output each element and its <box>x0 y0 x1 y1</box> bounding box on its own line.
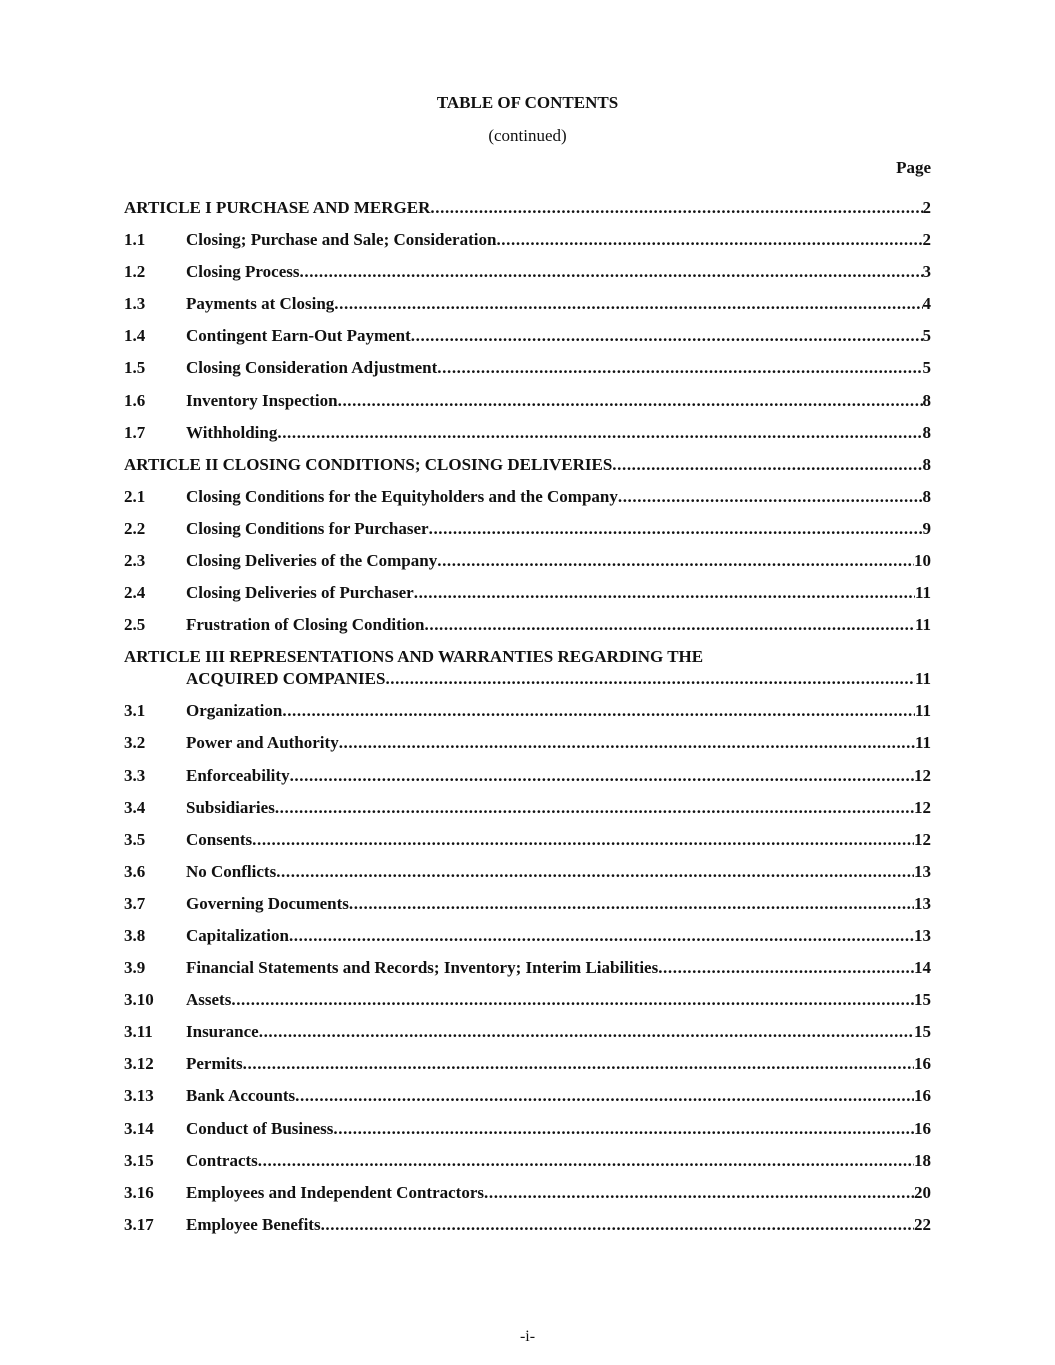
toc-entry-section[interactable] <box>124 1118 931 1140</box>
toc-page-number: 16 <box>914 1118 931 1138</box>
toc-entry-text: Closing Conditions for Purchaser <box>186 518 429 538</box>
dot-leader <box>414 582 915 604</box>
toc-section-number: 1.1 <box>124 230 146 250</box>
dot-leader <box>612 454 922 476</box>
toc-page-number: 11 <box>914 615 931 635</box>
dot-leader <box>658 957 914 979</box>
dot-leader <box>338 390 923 412</box>
toc-entry-text: Financial Statements and Records; Inventory; Interim Liabilities <box>186 958 659 978</box>
dot-leader <box>290 765 914 787</box>
toc-page-number: 3 <box>922 262 931 282</box>
toc-entry-section[interactable] <box>124 1182 931 1204</box>
toc-entry-text: Closing Deliveries of the Company <box>186 551 438 571</box>
dot-leader <box>618 486 923 508</box>
dot-leader <box>282 700 915 722</box>
toc-page-number: 8 <box>922 422 931 442</box>
toc-section-number: 3.16 <box>124 1182 154 1202</box>
toc-entry-text: Enforceability <box>186 765 290 785</box>
dot-leader <box>349 893 914 915</box>
toc-section-number: 1.5 <box>124 358 146 378</box>
dot-leader <box>437 550 914 572</box>
toc-section-number: 3.11 <box>124 1022 153 1042</box>
toc-section-number: 3.4 <box>124 797 146 817</box>
toc-entry-text: Consents <box>186 829 253 849</box>
toc-entry-section[interactable] <box>124 614 931 636</box>
toc-section-number: 3.1 <box>124 701 146 721</box>
toc-entry-section[interactable] <box>124 1085 931 1107</box>
toc-page-number: 5 <box>922 358 931 378</box>
toc-entry-text: Conduct of Business <box>186 1118 334 1138</box>
toc-entry-text: Employees and Independent Contractors <box>186 1182 484 1202</box>
toc-entry-text: Governing Documents <box>186 893 349 913</box>
toc-entry-text: ARTICLE II CLOSING CONDITIONS; CLOSING DELIVERIES <box>124 454 613 474</box>
toc-entry-section[interactable] <box>124 582 931 604</box>
toc-page-number: 12 <box>914 829 931 849</box>
toc-entry-article[interactable] <box>124 197 931 219</box>
dot-leader <box>231 989 914 1011</box>
dot-leader <box>385 668 914 690</box>
toc-page-number: 8 <box>922 486 931 506</box>
toc-entry-section[interactable] <box>124 229 931 251</box>
dot-leader <box>295 1085 914 1107</box>
dot-leader <box>411 325 923 347</box>
toc-section-number: 1.3 <box>124 294 146 314</box>
toc-page-number: 12 <box>914 797 931 817</box>
toc-entry-text: Closing Conditions for the Equityholders and the Company <box>186 486 618 506</box>
dot-leader <box>484 1182 914 1204</box>
toc-section-number: 3.9 <box>124 958 146 978</box>
toc-entry-section[interactable] <box>124 925 931 947</box>
toc-section-number: 3.7 <box>124 893 146 913</box>
toc-page-number: 11 <box>914 701 931 721</box>
dot-leader <box>333 1118 914 1140</box>
toc-section-number: 2.5 <box>124 615 146 635</box>
toc-section-number: 2.4 <box>124 583 146 603</box>
toc-entry-text-continued: ACQUIRED COMPANIES <box>186 669 386 689</box>
toc-page-number: 8 <box>922 390 931 410</box>
toc-page-number: 13 <box>914 861 931 881</box>
toc-entry-text: Power and Authority <box>186 733 339 753</box>
toc-section-number: 1.6 <box>124 390 146 410</box>
dot-leader <box>252 829 914 851</box>
toc-entry-section[interactable] <box>124 829 931 851</box>
toc-page-number: 16 <box>914 1086 931 1106</box>
toc-entry-text: Capitalization <box>186 925 289 945</box>
toc-section-number: 3.3 <box>124 765 146 785</box>
toc-entry-text: No Conflicts <box>186 861 277 881</box>
dot-leader <box>437 357 922 379</box>
footer-page-number: -i- <box>519 1328 536 1345</box>
toc-entry-section[interactable] <box>124 957 931 979</box>
toc-page-number: 5 <box>922 326 931 346</box>
toc-entry-text: Subsidiaries <box>186 797 275 817</box>
toc-page-number: 11 <box>914 583 931 603</box>
toc-page-number: 8 <box>922 454 931 474</box>
toc-entry-section[interactable] <box>124 486 931 508</box>
dot-leader <box>275 797 914 819</box>
toc-page-number: 14 <box>914 958 931 978</box>
toc-page-number: 13 <box>914 893 931 913</box>
toc-entry-text: ARTICLE III REPRESENTATIONS AND WARRANTIES REGARDING THE <box>124 647 704 667</box>
toc-page-number: 11 <box>914 669 931 689</box>
toc-section-number: 3.8 <box>124 925 146 945</box>
toc-entry-section[interactable] <box>124 293 931 315</box>
toc-entry-text: Insurance <box>186 1022 259 1042</box>
dot-leader <box>258 1150 914 1172</box>
toc-page-number: 2 <box>922 230 931 250</box>
toc-section-number: 3.6 <box>124 861 146 881</box>
toc-page-number: 20 <box>914 1182 931 1202</box>
toc-entry-section[interactable] <box>124 700 931 722</box>
page-column-header: Page <box>896 158 931 177</box>
toc-section-number: 1.7 <box>124 422 146 442</box>
toc-entry-text: Closing; Purchase and Sale; Consideration <box>186 230 497 250</box>
toc-page-number: 22 <box>914 1214 931 1234</box>
toc-page-number: 9 <box>922 518 931 538</box>
toc-entry-article[interactable] <box>124 454 931 476</box>
toc-entry-section[interactable] <box>124 1021 931 1043</box>
toc-page-number: 12 <box>914 765 931 785</box>
toc-entry-text: Employee Benefits <box>186 1214 321 1234</box>
toc-entry-section[interactable] <box>124 861 931 883</box>
toc-page-number: 13 <box>914 925 931 945</box>
toc-entry-section[interactable] <box>124 518 931 540</box>
toc-section-number: 3.12 <box>124 1054 154 1074</box>
table-of-contents <box>124 197 931 1246</box>
toc-entry-text: Assets <box>186 990 232 1010</box>
toc-section-number: 3.5 <box>124 829 146 849</box>
dot-leader <box>429 518 923 540</box>
toc-section-number: 3.13 <box>124 1086 154 1106</box>
toc-page-number: 2 <box>922 198 931 217</box>
toc-section-number: 3.17 <box>124 1214 154 1234</box>
toc-entry-section[interactable] <box>124 1150 931 1172</box>
toc-section-number: 3.15 <box>124 1150 154 1170</box>
toc-entry-text: Inventory Inspection <box>186 390 338 410</box>
toc-entry-section[interactable] <box>124 390 931 412</box>
dot-leader <box>425 614 915 636</box>
toc-entry-section[interactable] <box>124 893 931 915</box>
toc-section-number: 2.1 <box>124 486 146 506</box>
toc-entry-section[interactable] <box>124 732 931 754</box>
toc-page-number: 4 <box>922 294 931 314</box>
toc-entry-text: Bank Accounts <box>186 1086 296 1106</box>
toc-entry-article[interactable] <box>124 646 931 690</box>
toc-entry-text: Permits <box>186 1054 243 1074</box>
toc-entry-section[interactable] <box>124 1053 931 1075</box>
toc-entry-section[interactable] <box>124 765 931 787</box>
dot-leader <box>430 197 922 219</box>
page-subtitle: (continued) <box>488 126 567 145</box>
dot-leader <box>243 1053 914 1075</box>
page-title: TABLE OF CONTENTS <box>436 93 619 112</box>
toc-page-number: 18 <box>914 1150 931 1170</box>
toc-section-number: 2.3 <box>124 551 146 571</box>
toc-section-number: 3.14 <box>124 1118 154 1138</box>
toc-entry-section[interactable] <box>124 797 931 819</box>
toc-entry-text: Closing Process <box>186 262 300 282</box>
toc-page-number: 10 <box>914 551 931 571</box>
dot-leader <box>289 925 914 947</box>
toc-entry-section[interactable] <box>124 550 931 572</box>
toc-page-number: 16 <box>914 1054 931 1074</box>
toc-entry-text: Contracts <box>186 1150 258 1170</box>
toc-entry-text: Closing Deliveries of Purchaser <box>186 583 414 603</box>
toc-section-number: 2.2 <box>124 518 146 538</box>
dot-leader <box>276 861 914 883</box>
toc-entry-section[interactable] <box>124 357 931 379</box>
toc-entry-text: Frustration of Closing Condition <box>186 615 425 635</box>
toc-page-number: 11 <box>914 733 931 753</box>
toc-entry-text: Withholding <box>186 422 278 442</box>
toc-section-number: 3.10 <box>124 990 154 1010</box>
dot-leader <box>259 1021 914 1043</box>
dot-leader <box>496 229 922 251</box>
toc-entry-text: Contingent Earn-Out Payment <box>186 326 411 346</box>
dot-leader <box>321 1214 914 1236</box>
dot-leader <box>339 732 915 754</box>
toc-entry-section[interactable] <box>124 261 931 283</box>
dot-leader <box>334 293 922 315</box>
toc-section-number: 1.4 <box>124 326 146 346</box>
toc-page-number: 15 <box>914 1022 931 1042</box>
toc-entry-text: Payments at Closing <box>186 294 335 314</box>
toc-entry-section[interactable] <box>124 422 931 444</box>
toc-section-number: 1.2 <box>124 262 146 282</box>
toc-entry-section[interactable] <box>124 325 931 347</box>
toc-page-number: 15 <box>914 990 931 1010</box>
toc-entry-section[interactable] <box>124 989 931 1011</box>
toc-entry-text: Closing Consideration Adjustment <box>186 358 438 378</box>
toc-entry-text: ARTICLE I PURCHASE AND MERGER <box>124 198 431 217</box>
dot-leader <box>277 422 922 444</box>
toc-entry-text: Organization <box>186 701 283 721</box>
toc-entry-section[interactable] <box>124 1214 931 1236</box>
dot-leader <box>300 261 923 283</box>
toc-section-number: 3.2 <box>124 733 146 753</box>
